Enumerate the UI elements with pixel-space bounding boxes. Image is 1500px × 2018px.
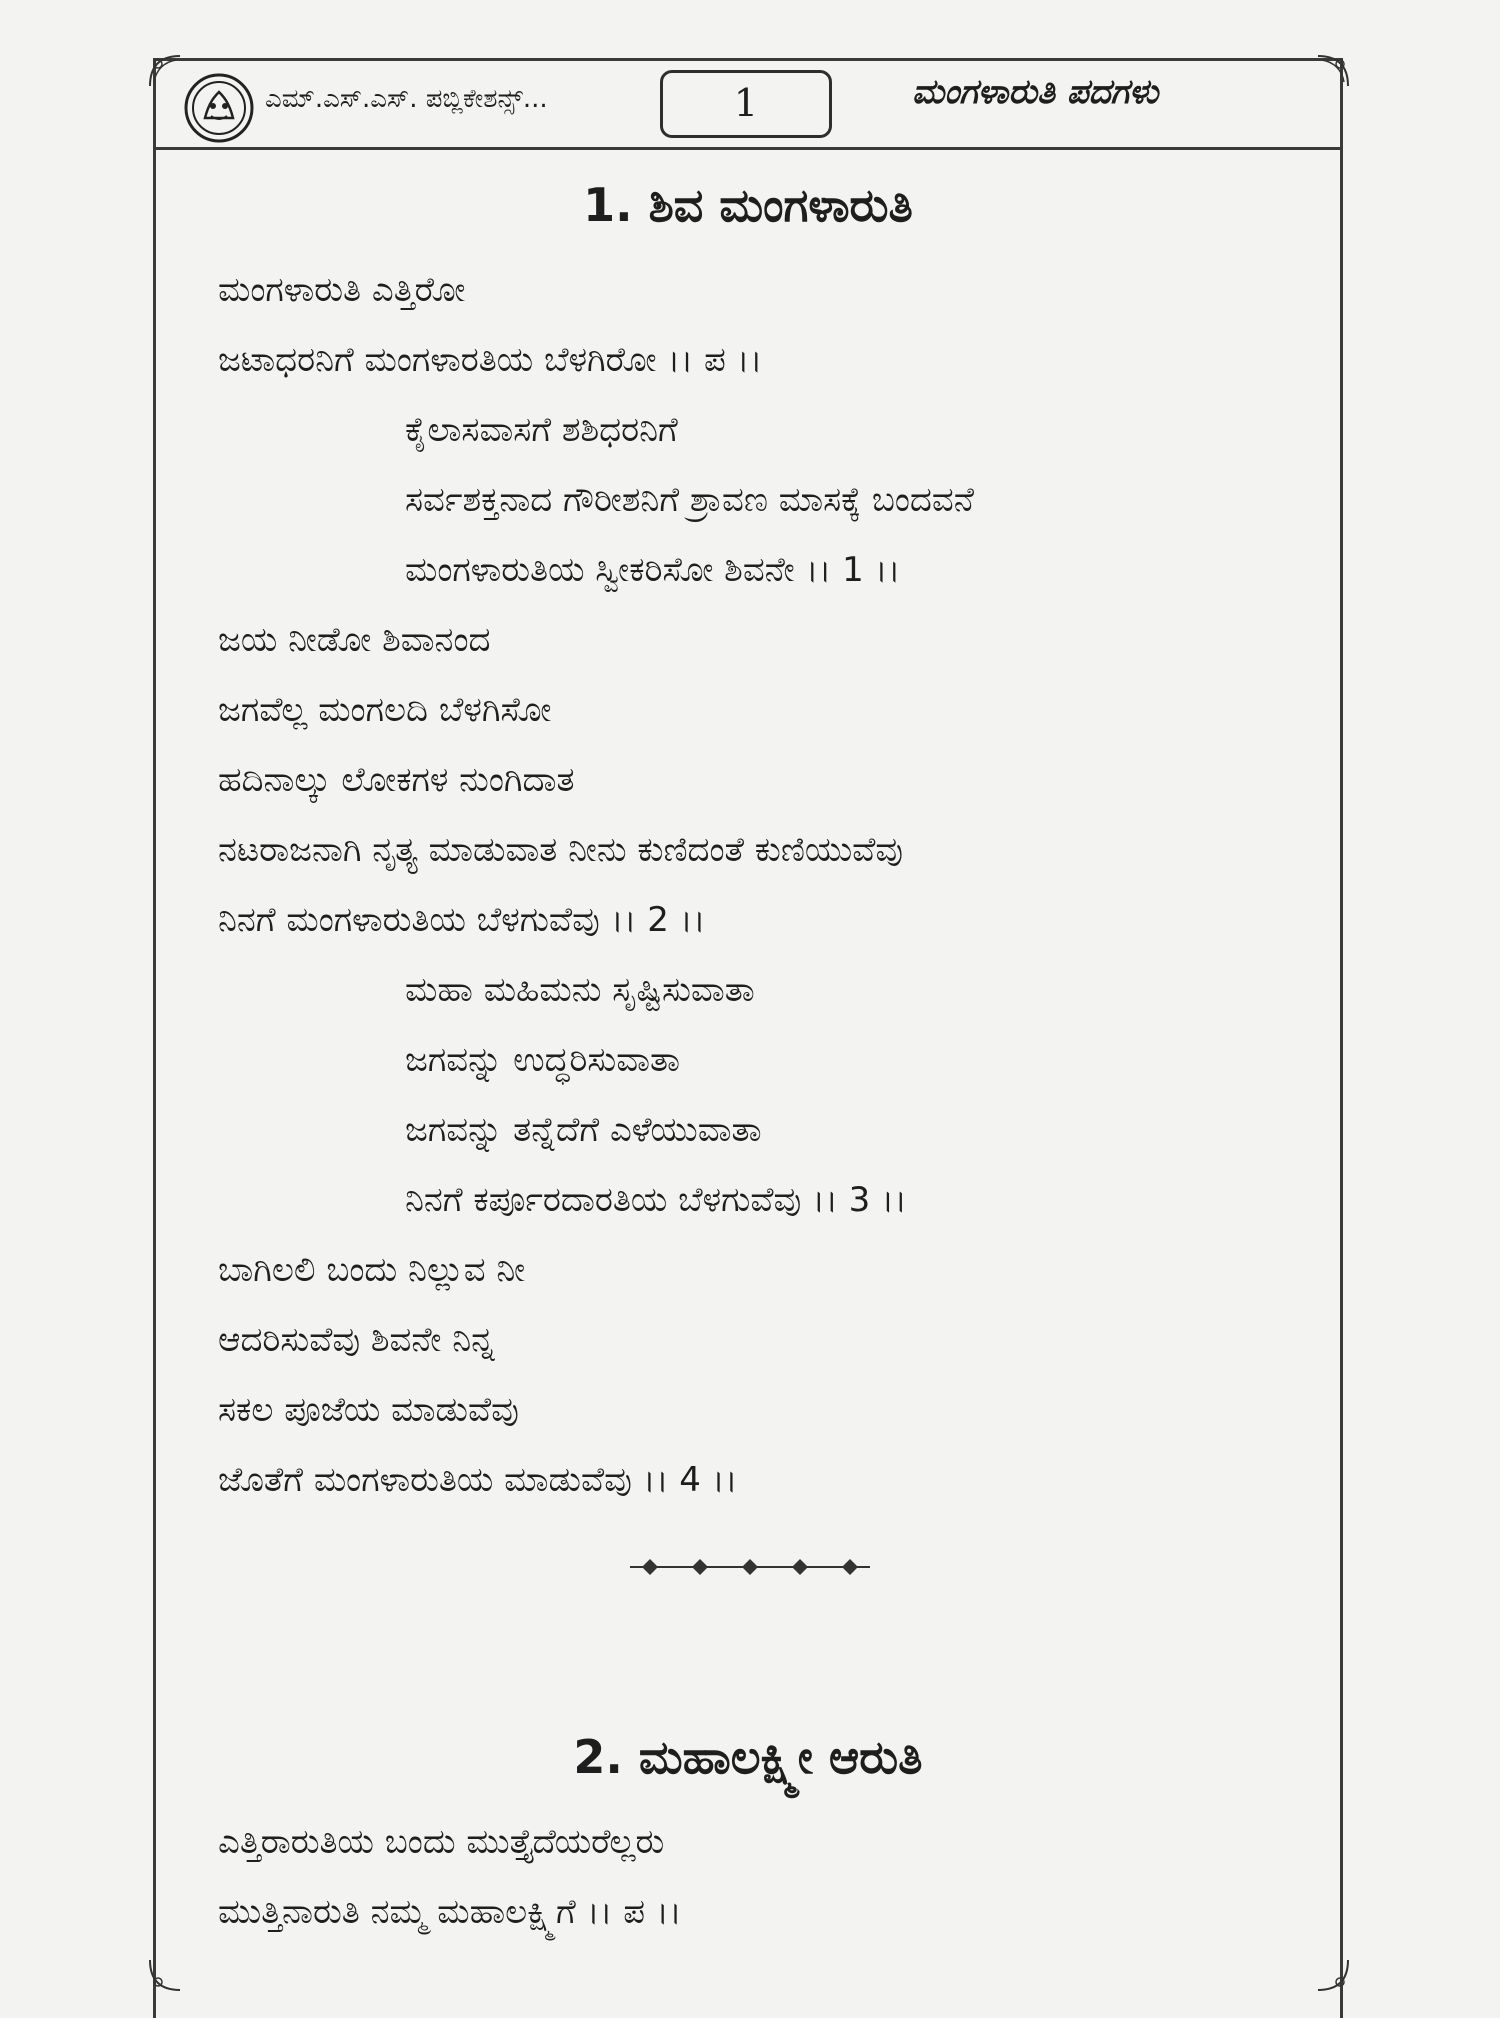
- verse-line: ಮಂಗಳಾರುತಿಯ ಸ್ವೀಕರಿಸೋ ಶಿವನೇ ।। 1 ।।: [405, 550, 901, 590]
- verse-line: ನಿನಗೆ ಕರ್ಪೂರದಾರತಿಯ ಬೆಳಗುವೆವು ।। 3 ।।: [405, 1180, 907, 1220]
- corner-ornament-icon: [146, 1958, 182, 1994]
- verse-line: ಜಗವನ್ನು ಉದ್ಧರಿಸುವಾತಾ: [405, 1040, 681, 1080]
- verse-line: ಮುತ್ತಿನಾರುತಿ ನಮ್ಮ ಮಹಾಲಕ್ಷ್ಮಿಗೆ ।। ಪ ।।: [218, 1892, 682, 1932]
- verse-line: ಸಕಲ ಪೂಜೆಯ ಮಾಡುವೆವು: [218, 1390, 519, 1430]
- verse-line: ಕೈಲಾಸವಾಸಗೆ ಶಶಿಧರನಿಗೆ: [405, 410, 678, 450]
- verse-line: ಹದಿನಾಲ್ಕು ಲೋಕಗಳ ನುಂಗಿದಾತ: [218, 760, 575, 800]
- verse-line: ಆದರಿಸುವೆವು ಶಿವನೇ ನಿನ್ನ: [218, 1320, 495, 1360]
- verse-line: ಬಾಗಿಲಲಿ ಬಂದು ನಿಲ್ಲುವ ನೀ: [218, 1250, 526, 1290]
- song-title: 1. ಶಿವ ಮಂಗಳಾರುತಿ: [583, 178, 913, 232]
- corner-ornament-icon: [146, 52, 182, 88]
- verse-line: ನಟರಾಜನಾಗಿ ನೃತ್ಯ ಮಾಡುವಾತ ನೀನು ಕುಣಿದಂತೆ ಕುಣಿಯುವೆವು: [218, 830, 904, 870]
- section-divider-ornament-icon: [620, 1552, 880, 1582]
- verse-line: ಜಯ ನೀಡೋ ಶಿವಾನಂದ: [218, 620, 491, 660]
- verse-line: ಮಹಾ ಮಹಿಮನು ಸೃಷ್ಟಿಸುವಾತಾ: [405, 970, 755, 1010]
- publisher-logo-icon: [183, 72, 255, 144]
- verse-line: ಸರ್ವಶಕ್ತನಾದ ಗೌರೀಶನಿಗೆ ಶ್ರಾವಣ ಮಾಸಕ್ಕೆ ಬಂದವನೆ: [405, 480, 974, 520]
- verse-line: ಜೊತೆಗೆ ಮಂಗಳಾರುತಿಯ ಮಾಡುವೆವು ।। 4 ।।: [218, 1460, 738, 1500]
- verse-line: ನಿನಗೆ ಮಂಗಳಾರುತಿಯ ಬೆಳಗುವೆವು ।। 2 ।।: [218, 900, 706, 940]
- verse-line: ಜಗವೆಲ್ಲ ಮಂಗಲದಿ ಬೆಳಗಿಸೋ: [218, 690, 552, 730]
- publisher-name: ಎಮ್.ಎಸ್.ಎಸ್. ಪಬ್ಲಿಕೇಶನ್ಸ್...: [265, 84, 548, 114]
- verse-line: ಎತ್ತಿರಾರುತಿಯ ಬಂದು ಮುತ್ತೈದೆಯರೆಲ್ಲರು: [218, 1822, 665, 1862]
- page-number: 1: [660, 70, 832, 138]
- song-title: 2. ಮಹಾಲಕ್ಷ್ಮೀ ಆರುತಿ: [573, 1730, 923, 1784]
- running-header-title: ಮಂಗಳಾರುತಿ ಪದಗಳು: [912, 72, 1159, 112]
- verse-line: ಮಂಗಳಾರುತಿ ಎತ್ತಿರೋ: [218, 270, 466, 310]
- corner-ornament-icon: [1316, 52, 1352, 88]
- corner-ornament-icon: [1316, 1958, 1352, 1994]
- verse-line: ಜಗವನ್ನು ತನ್ನೆದೆಗೆ ಎಳೆಯುವಾತಾ: [405, 1110, 762, 1150]
- verse-line: ಜಟಾಧರನಿಗೆ ಮಂಗಳಾರತಿಯ ಬೆಳಗಿರೋ ।। ಪ ।।: [218, 340, 763, 380]
